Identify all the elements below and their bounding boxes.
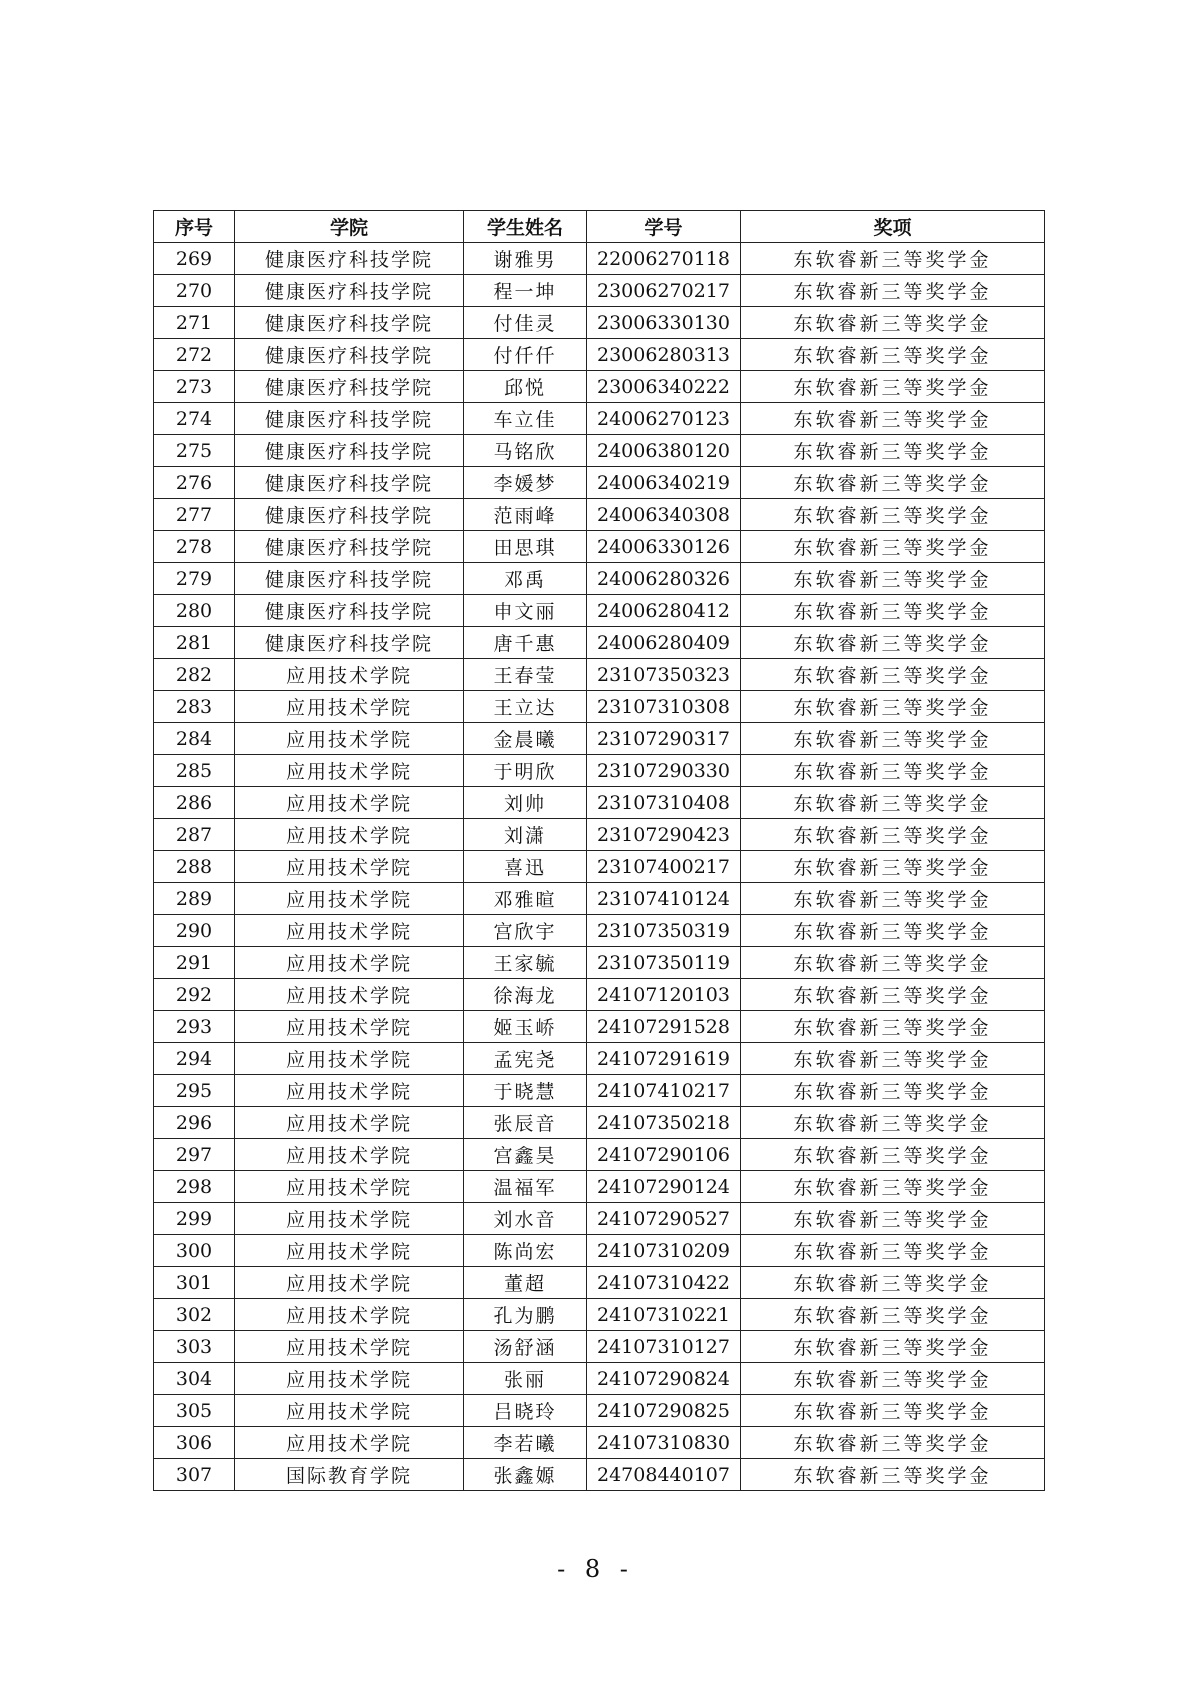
cell-college: 应用技术学院 [235, 659, 464, 691]
cell-student-id: 24107120103 [587, 979, 741, 1011]
cell-college: 健康医疗科技学院 [235, 243, 464, 275]
cell-index: 302 [154, 1299, 235, 1331]
cell-index: 285 [154, 755, 235, 787]
cell-student-id: 24107290527 [587, 1203, 741, 1235]
cell-college: 健康医疗科技学院 [235, 595, 464, 627]
cell-college: 应用技术学院 [235, 1171, 464, 1203]
cell-student-name: 于晓慧 [464, 1075, 587, 1107]
cell-award: 东软睿新三等奖学金 [741, 787, 1045, 819]
cell-student-id: 24107310127 [587, 1331, 741, 1363]
cell-student-id: 23107310308 [587, 691, 741, 723]
cell-student-name: 邓禹 [464, 563, 587, 595]
cell-student-id: 23006330130 [587, 307, 741, 339]
cell-student-name: 徐海龙 [464, 979, 587, 1011]
cell-student-name: 汤舒涵 [464, 1331, 587, 1363]
cell-college: 应用技术学院 [235, 819, 464, 851]
cell-college: 应用技术学院 [235, 1139, 464, 1171]
cell-student-name: 孟宪尧 [464, 1043, 587, 1075]
cell-index: 287 [154, 819, 235, 851]
cell-student-id: 22006270118 [587, 243, 741, 275]
cell-index: 307 [154, 1459, 235, 1491]
cell-student-id: 24006330126 [587, 531, 741, 563]
cell-college: 应用技术学院 [235, 915, 464, 947]
cell-college: 健康医疗科技学院 [235, 531, 464, 563]
cell-student-id: 24006270123 [587, 403, 741, 435]
cell-student-id: 23107350119 [587, 947, 741, 979]
cell-index: 282 [154, 659, 235, 691]
table-row [154, 691, 1045, 723]
table-row [154, 979, 1045, 1011]
cell-student-name: 李若曦 [464, 1427, 587, 1459]
cell-student-name: 宫欣宇 [464, 915, 587, 947]
cell-student-id: 24107291619 [587, 1043, 741, 1075]
cell-student-id: 24006280409 [587, 627, 741, 659]
table-header-row [154, 211, 1045, 243]
cell-college: 应用技术学院 [235, 1011, 464, 1043]
cell-award: 东软睿新三等奖学金 [741, 275, 1045, 307]
header-student-id: 学号 [587, 211, 741, 243]
cell-index: 275 [154, 435, 235, 467]
cell-award: 东软睿新三等奖学金 [741, 1043, 1045, 1075]
cell-index: 301 [154, 1267, 235, 1299]
cell-student-id: 23107290423 [587, 819, 741, 851]
cell-award: 东软睿新三等奖学金 [741, 723, 1045, 755]
cell-student-name: 申文丽 [464, 595, 587, 627]
cell-college: 应用技术学院 [235, 1395, 464, 1427]
cell-college: 应用技术学院 [235, 851, 464, 883]
cell-student-id: 24107290825 [587, 1395, 741, 1427]
table-row [154, 371, 1045, 403]
cell-college: 国际教育学院 [235, 1459, 464, 1491]
cell-student-name: 宫鑫昊 [464, 1139, 587, 1171]
table-row [154, 1459, 1045, 1491]
header-college: 学院 [235, 211, 464, 243]
cell-college: 健康医疗科技学院 [235, 403, 464, 435]
cell-student-name: 孔为鹏 [464, 1299, 587, 1331]
cell-award: 东软睿新三等奖学金 [741, 915, 1045, 947]
cell-student-id: 24708440107 [587, 1459, 741, 1491]
table-row [154, 1395, 1045, 1427]
cell-award: 东软睿新三等奖学金 [741, 979, 1045, 1011]
cell-college: 健康医疗科技学院 [235, 499, 464, 531]
cell-student-name: 车立佳 [464, 403, 587, 435]
cell-award: 东软睿新三等奖学金 [741, 563, 1045, 595]
cell-index: 276 [154, 467, 235, 499]
cell-index: 284 [154, 723, 235, 755]
cell-award: 东软睿新三等奖学金 [741, 1331, 1045, 1363]
cell-index: 305 [154, 1395, 235, 1427]
cell-index: 277 [154, 499, 235, 531]
cell-award: 东软睿新三等奖学金 [741, 531, 1045, 563]
scholarship-table [153, 210, 1045, 1491]
cell-index: 273 [154, 371, 235, 403]
cell-award: 东软睿新三等奖学金 [741, 339, 1045, 371]
table-row [154, 339, 1045, 371]
table-row [154, 1235, 1045, 1267]
cell-student-name: 邓雅暄 [464, 883, 587, 915]
page-number: - 8 - [557, 1555, 634, 1583]
cell-college: 健康医疗科技学院 [235, 371, 464, 403]
cell-award: 东软睿新三等奖学金 [741, 755, 1045, 787]
cell-index: 289 [154, 883, 235, 915]
cell-student-name: 马铭欣 [464, 435, 587, 467]
cell-index: 269 [154, 243, 235, 275]
cell-student-name: 喜迅 [464, 851, 587, 883]
cell-award: 东软睿新三等奖学金 [741, 435, 1045, 467]
cell-student-name: 刘潇 [464, 819, 587, 851]
cell-award: 东软睿新三等奖学金 [741, 499, 1045, 531]
cell-award: 东软睿新三等奖学金 [741, 659, 1045, 691]
cell-student-name: 范雨峰 [464, 499, 587, 531]
cell-award: 东软睿新三等奖学金 [741, 1011, 1045, 1043]
cell-college: 应用技术学院 [235, 787, 464, 819]
cell-index: 303 [154, 1331, 235, 1363]
cell-college: 应用技术学院 [235, 1075, 464, 1107]
cell-college: 健康医疗科技学院 [235, 275, 464, 307]
cell-student-name: 张辰音 [464, 1107, 587, 1139]
cell-student-name: 田思琪 [464, 531, 587, 563]
cell-student-id: 23107310408 [587, 787, 741, 819]
cell-student-id: 24006280326 [587, 563, 741, 595]
cell-student-id: 24107290824 [587, 1363, 741, 1395]
cell-index: 278 [154, 531, 235, 563]
cell-student-id: 23107350319 [587, 915, 741, 947]
table-row [154, 1363, 1045, 1395]
cell-award: 东软睿新三等奖学金 [741, 1363, 1045, 1395]
cell-award: 东软睿新三等奖学金 [741, 1459, 1045, 1491]
cell-college: 应用技术学院 [235, 1331, 464, 1363]
cell-index: 294 [154, 1043, 235, 1075]
cell-college: 应用技术学院 [235, 723, 464, 755]
table-row [154, 563, 1045, 595]
table-row [154, 435, 1045, 467]
cell-award: 东软睿新三等奖学金 [741, 243, 1045, 275]
header-index: 序号 [154, 211, 235, 243]
cell-award: 东软睿新三等奖学金 [741, 1107, 1045, 1139]
cell-student-id: 23107290317 [587, 723, 741, 755]
cell-college: 应用技术学院 [235, 1299, 464, 1331]
cell-index: 290 [154, 915, 235, 947]
cell-index: 298 [154, 1171, 235, 1203]
table-row [154, 851, 1045, 883]
cell-student-name: 刘水音 [464, 1203, 587, 1235]
cell-college: 应用技术学院 [235, 1107, 464, 1139]
cell-college: 应用技术学院 [235, 947, 464, 979]
cell-index: 304 [154, 1363, 235, 1395]
cell-index: 297 [154, 1139, 235, 1171]
cell-student-id: 23107290330 [587, 755, 741, 787]
table-row [154, 275, 1045, 307]
table-body [154, 243, 1045, 1491]
cell-student-name: 王家毓 [464, 947, 587, 979]
cell-award: 东软睿新三等奖学金 [741, 1299, 1045, 1331]
cell-student-name: 李媛梦 [464, 467, 587, 499]
cell-student-id: 24006280412 [587, 595, 741, 627]
table-row [154, 1075, 1045, 1107]
cell-award: 东软睿新三等奖学金 [741, 1075, 1045, 1107]
cell-college: 健康医疗科技学院 [235, 563, 464, 595]
cell-student-name: 吕晓玲 [464, 1395, 587, 1427]
cell-award: 东软睿新三等奖学金 [741, 1395, 1045, 1427]
cell-student-name: 王春莹 [464, 659, 587, 691]
table-row [154, 755, 1045, 787]
cell-award: 东软睿新三等奖学金 [741, 1139, 1045, 1171]
cell-index: 295 [154, 1075, 235, 1107]
cell-award: 东软睿新三等奖学金 [741, 947, 1045, 979]
cell-student-name: 姬玉峤 [464, 1011, 587, 1043]
cell-student-name: 张鑫嫄 [464, 1459, 587, 1491]
table-row [154, 627, 1045, 659]
cell-award: 东软睿新三等奖学金 [741, 307, 1045, 339]
cell-student-name: 邱悦 [464, 371, 587, 403]
cell-college: 应用技术学院 [235, 1203, 464, 1235]
cell-student-id: 23107400217 [587, 851, 741, 883]
table-row [154, 723, 1045, 755]
cell-index: 293 [154, 1011, 235, 1043]
cell-student-name: 王立达 [464, 691, 587, 723]
cell-college: 健康医疗科技学院 [235, 435, 464, 467]
table-row [154, 947, 1045, 979]
cell-college: 应用技术学院 [235, 1267, 464, 1299]
cell-student-id: 23006270217 [587, 275, 741, 307]
cell-college: 健康医疗科技学院 [235, 339, 464, 371]
cell-award: 东软睿新三等奖学金 [741, 627, 1045, 659]
cell-student-name: 董超 [464, 1267, 587, 1299]
table-row [154, 531, 1045, 563]
cell-student-id: 23006280313 [587, 339, 741, 371]
cell-index: 279 [154, 563, 235, 595]
cell-index: 296 [154, 1107, 235, 1139]
cell-student-id: 23107410124 [587, 883, 741, 915]
cell-student-id: 23006340222 [587, 371, 741, 403]
cell-index: 272 [154, 339, 235, 371]
cell-student-id: 24006340219 [587, 467, 741, 499]
cell-student-name: 付佳灵 [464, 307, 587, 339]
cell-college: 健康医疗科技学院 [235, 467, 464, 499]
cell-student-id: 24107410217 [587, 1075, 741, 1107]
cell-student-id: 24006340308 [587, 499, 741, 531]
cell-award: 东软睿新三等奖学金 [741, 851, 1045, 883]
cell-student-id: 24107310221 [587, 1299, 741, 1331]
cell-college: 应用技术学院 [235, 1363, 464, 1395]
cell-student-id: 24107290124 [587, 1171, 741, 1203]
cell-award: 东软睿新三等奖学金 [741, 1235, 1045, 1267]
cell-college: 应用技术学院 [235, 691, 464, 723]
cell-student-name: 金晨曦 [464, 723, 587, 755]
table-row [154, 243, 1045, 275]
table-row [154, 307, 1045, 339]
table-row [154, 1139, 1045, 1171]
cell-college: 应用技术学院 [235, 1427, 464, 1459]
cell-student-id: 24006380120 [587, 435, 741, 467]
table-row [154, 819, 1045, 851]
cell-index: 288 [154, 851, 235, 883]
cell-college: 健康医疗科技学院 [235, 627, 464, 659]
table-row [154, 1331, 1045, 1363]
header-award: 奖项 [741, 211, 1045, 243]
cell-award: 东软睿新三等奖学金 [741, 691, 1045, 723]
table-row [154, 467, 1045, 499]
table-row [154, 403, 1045, 435]
cell-index: 283 [154, 691, 235, 723]
cell-index: 306 [154, 1427, 235, 1459]
cell-student-id: 24107310209 [587, 1235, 741, 1267]
table-row [154, 499, 1045, 531]
cell-award: 东软睿新三等奖学金 [741, 371, 1045, 403]
cell-student-name: 刘帅 [464, 787, 587, 819]
cell-student-name: 温福军 [464, 1171, 587, 1203]
cell-student-id: 24107290106 [587, 1139, 741, 1171]
cell-award: 东软睿新三等奖学金 [741, 1427, 1045, 1459]
table-row [154, 1299, 1045, 1331]
cell-student-name: 谢雅男 [464, 243, 587, 275]
cell-index: 271 [154, 307, 235, 339]
cell-index: 299 [154, 1203, 235, 1235]
cell-award: 东软睿新三等奖学金 [741, 883, 1045, 915]
cell-index: 274 [154, 403, 235, 435]
cell-college: 应用技术学院 [235, 883, 464, 915]
header-student-name: 学生姓名 [464, 211, 587, 243]
cell-award: 东软睿新三等奖学金 [741, 467, 1045, 499]
cell-index: 270 [154, 275, 235, 307]
cell-student-name: 付仟仟 [464, 339, 587, 371]
cell-student-name: 程一坤 [464, 275, 587, 307]
table-row [154, 883, 1045, 915]
table-row [154, 915, 1045, 947]
cell-college: 应用技术学院 [235, 755, 464, 787]
cell-student-id: 24107291528 [587, 1011, 741, 1043]
cell-student-name: 张丽 [464, 1363, 587, 1395]
cell-award: 东软睿新三等奖学金 [741, 595, 1045, 627]
cell-student-id: 24107310830 [587, 1427, 741, 1459]
table-row [154, 1107, 1045, 1139]
cell-index: 281 [154, 627, 235, 659]
table-row [154, 1203, 1045, 1235]
cell-student-name: 于明欣 [464, 755, 587, 787]
table-row [154, 1043, 1045, 1075]
table-row [154, 1267, 1045, 1299]
table-row [154, 1427, 1045, 1459]
cell-index: 286 [154, 787, 235, 819]
cell-student-id: 24107350218 [587, 1107, 741, 1139]
table-row [154, 659, 1045, 691]
cell-student-name: 唐千惠 [464, 627, 587, 659]
cell-award: 东软睿新三等奖学金 [741, 403, 1045, 435]
cell-index: 292 [154, 979, 235, 1011]
cell-award: 东软睿新三等奖学金 [741, 1267, 1045, 1299]
cell-college: 健康医疗科技学院 [235, 307, 464, 339]
cell-college: 应用技术学院 [235, 1043, 464, 1075]
cell-award: 东软睿新三等奖学金 [741, 1171, 1045, 1203]
cell-college: 应用技术学院 [235, 979, 464, 1011]
cell-student-name: 陈尚宏 [464, 1235, 587, 1267]
table-row [154, 787, 1045, 819]
table-row [154, 595, 1045, 627]
cell-index: 280 [154, 595, 235, 627]
cell-student-id: 23107350323 [587, 659, 741, 691]
cell-college: 应用技术学院 [235, 1235, 464, 1267]
cell-award: 东软睿新三等奖学金 [741, 819, 1045, 851]
table-row [154, 1011, 1045, 1043]
table-row [154, 1171, 1045, 1203]
cell-index: 300 [154, 1235, 235, 1267]
cell-award: 东软睿新三等奖学金 [741, 1203, 1045, 1235]
cell-student-id: 24107310422 [587, 1267, 741, 1299]
cell-index: 291 [154, 947, 235, 979]
